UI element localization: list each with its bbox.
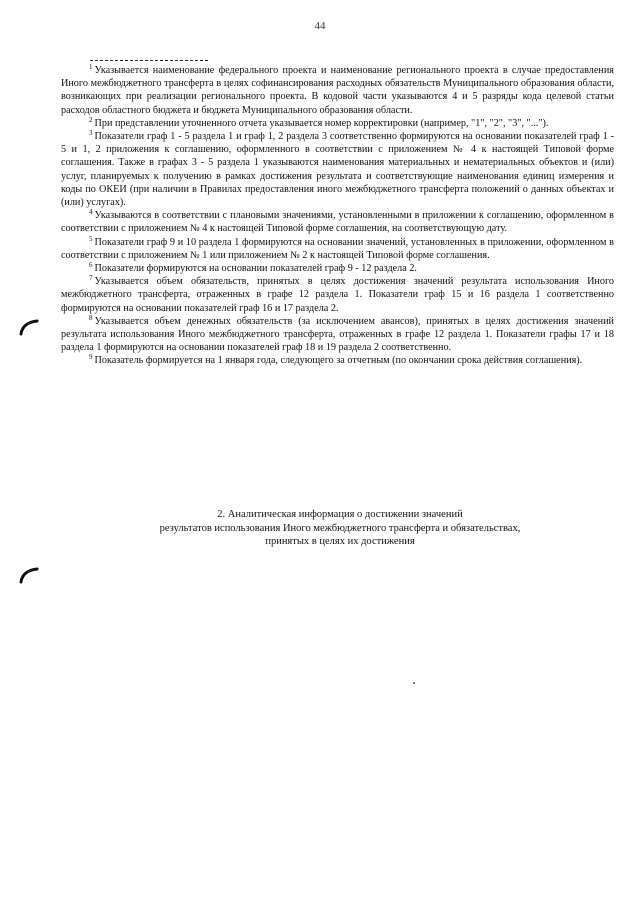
footnote-text: Указывается объем денежных обязательств (за исключением авансов), принятых в целях достижения значений результата использования Иного межбюджетного трансферта, отраженных в графе 12 раздела 1. Показатели графы 17 и 18 раздела 1 формируются на основании показателей граф 18 и 19 раздела 2 соответственно.: [61, 315, 614, 354]
footnote-text: Показатель формируется на 1 января года, следующего за отчетным (по окончании срока действия соглашения).: [94, 355, 583, 367]
footnote-3: [61, 130, 614, 209]
footnote-mark: 4: [89, 208, 93, 217]
scan-speck: [413, 682, 415, 684]
footnote-8: [61, 315, 614, 355]
footnote-text: Указываются в соответствии с плановыми значениями, установленными в приложении к соглашению, оформленном в соответствии с приложением № 4 к настоящей Типовой форме соглашения, на соответствующую дату.: [61, 210, 614, 235]
footnote-text: Указывается наименование федерального проекта и наименование регионального проекта в случае предоставления Иного межбюджетного трансферта в целях софинансирования расходных обязательств Муниципального образования области, возникающих при реализации регионального проекта. В кодовой части указываются 4 и 5 разряды кода целевой статьи расходов областного бюджета и бюджета Муниципального образования области.: [61, 65, 614, 116]
footnote-mark: 8: [89, 313, 93, 322]
footnote-2: [61, 117, 614, 130]
footnote-text: Показатели формируются на основании показателей граф 9 - 12 раздела 2.: [94, 263, 417, 275]
footnote-mark: 2: [89, 115, 93, 124]
footnote-5: [61, 236, 614, 262]
footnote-7: [61, 275, 614, 315]
footnotes: [61, 64, 614, 368]
footnote-4: [61, 209, 614, 235]
section-heading-line-3: принятых в целях их достижения: [265, 536, 415, 547]
footnote-text: Показатели граф 9 и 10 раздела 1 формируются на основании значений, установленных в приложении, оформленном в соответствии с приложением № 1 или приложением № 2 к настоящей Типовой форме соглашения.: [61, 236, 614, 261]
section-heading-line-2: результатов использования Иного межбюджетного трансферта и обязательствах,: [159, 522, 521, 534]
footnote-divider: [90, 60, 208, 61]
footnote-1: [61, 64, 614, 117]
footnote-mark: 5: [89, 234, 93, 243]
footnote-6: [61, 262, 614, 275]
footnote-text: При представлении уточненного отчета указывается номер корректировки (например, "1", "2", "3", "...").: [94, 117, 549, 129]
footnote-text: Указывается объем обязательств, принятых в целях достижения значений результата использования Иного межбюджетного трансферта, отраженных в графе 12 раздела 1. Показатели граф 15 и 16 раздела 1 соответственно формируются на основании показателей граф 16 и 17 раздела 2.: [61, 276, 614, 314]
footnote-mark: 1: [89, 63, 93, 71]
page-number: 44: [314, 20, 326, 32]
footnote-mark: 3: [89, 129, 93, 138]
footnote-9: [61, 354, 614, 367]
footnote-mark: 9: [89, 353, 93, 362]
footnote-text: Показатели граф 1 - 5 раздела 1 и граф 1, 2 раздела 3 соответственно формируются на основании показателей граф 1 - 5 и 1, 2 приложения к соглашению, оформленного в соответствии с приложением № 4 к настоящей Типовой форме соглашения. Также в графах 3 - 5 раздела 1 указываются наименования материальных и нематериальных объектов и (или) услуг, планируемых к получению в рамках достижения результата и соответствующие наименования единиц измерения и коды по ОКЕИ (при наличии в Правилах предоставления иного межбюджетного трансферта положений о данных объектах и (или) услугах).: [61, 131, 614, 209]
hole-punch-mark: [18, 566, 40, 586]
section-heading: [60, 508, 620, 549]
hole-punch-mark: [18, 318, 40, 338]
section-heading-line-1: 2. Аналитическая информация о достижении значений: [217, 509, 463, 520]
footnote-mark: 6: [89, 261, 93, 270]
footnote-mark: 7: [89, 274, 93, 283]
